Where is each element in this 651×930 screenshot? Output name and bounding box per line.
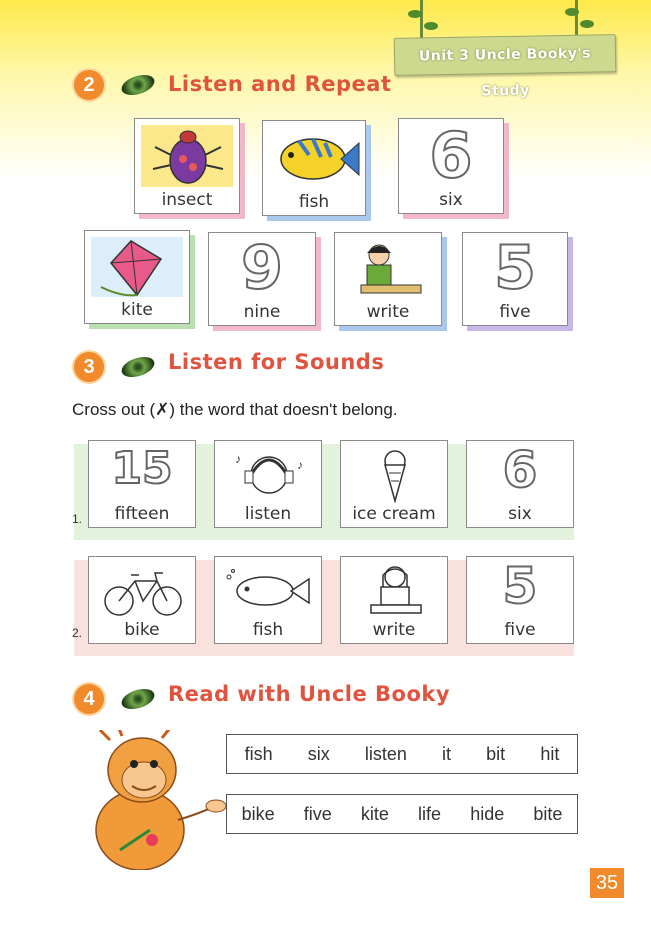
vocab-word: six: [439, 190, 463, 210]
listen-picture: [221, 447, 315, 501]
fish-outline-picture: [221, 563, 315, 617]
vocab-word: write: [366, 302, 410, 322]
vocab-word: fish: [298, 192, 330, 212]
vocab-card: [398, 118, 504, 214]
word: bike: [241, 803, 275, 824]
word: bit: [486, 743, 506, 764]
word: hide: [470, 803, 505, 824]
vocab-card: [134, 118, 240, 214]
svg-text:♪: ♪: [235, 452, 241, 466]
fish-icon: [269, 127, 361, 191]
unit-sign: [394, 34, 617, 100]
row-number: 1.: [72, 512, 83, 526]
word: listen: [364, 743, 407, 764]
exercise-card[interactable]: [214, 556, 322, 644]
write-picture: [341, 239, 435, 299]
page-number: 35: [590, 868, 624, 898]
insect-picture: [141, 125, 233, 187]
fish-picture: [269, 127, 359, 189]
cd-audio-icon[interactable]: [119, 353, 157, 381]
vocab-word: nine: [243, 302, 281, 322]
section-number: 2: [74, 70, 104, 100]
section-title: Listen for Sounds: [168, 350, 385, 374]
exercise-card[interactable]: [466, 440, 574, 528]
digit-five-icon: 5: [494, 233, 536, 303]
leaf-icon: [580, 20, 594, 28]
digit-nine-icon: 9: [241, 233, 283, 303]
bike-picture: [95, 563, 189, 617]
word: fish: [244, 743, 273, 764]
ice-cream-icon: [347, 447, 443, 503]
fish-icon: [221, 563, 317, 619]
section-number: 4: [74, 684, 104, 714]
exercise-word: fifteen: [114, 504, 170, 524]
exercise-word: five: [504, 620, 536, 640]
digit-six-icon: 6: [502, 441, 538, 499]
word: five: [303, 803, 332, 824]
exercise-word: fish: [252, 620, 284, 640]
insect-icon: [141, 125, 235, 189]
row-number: 2.: [72, 626, 83, 640]
kite-picture: [91, 237, 183, 297]
vocab-word: insect: [161, 190, 213, 210]
unit-label: Unit 3 Uncle Booky's Study: [418, 45, 592, 100]
bike-icon: [95, 563, 191, 619]
exercise-word: write: [372, 620, 416, 640]
exercise-word: listen: [244, 504, 292, 524]
exercise-card[interactable]: [340, 440, 448, 528]
word: kite: [360, 803, 389, 824]
exercise-word: six: [508, 504, 532, 524]
svg-text:♪: ♪: [297, 458, 303, 472]
word: hit: [540, 743, 560, 764]
kite-icon: [91, 237, 185, 299]
vocab-card: [84, 230, 190, 324]
word-list-line-2: [226, 794, 578, 834]
digit-six-icon: 6: [429, 119, 473, 192]
cd-audio-icon[interactable]: [119, 685, 157, 713]
section-number: 3: [74, 352, 104, 382]
section-title: Read with Uncle Booky: [168, 682, 451, 706]
vocab-card: [262, 120, 366, 216]
girl-writing-icon: [347, 563, 443, 619]
exercise-card[interactable]: [466, 556, 574, 644]
word-list-line-1: [226, 734, 578, 774]
section-title: Listen and Repeat: [168, 72, 392, 96]
exercise-word: bike: [124, 620, 160, 640]
exercise-card[interactable]: [88, 440, 196, 528]
exercise-card[interactable]: [88, 556, 196, 644]
ice-cream-picture: [347, 447, 441, 501]
word: bite: [533, 803, 563, 824]
leaf-icon: [424, 22, 438, 30]
vocab-card: [462, 232, 568, 326]
exercise-card[interactable]: [214, 440, 322, 528]
digit-fifteen-icon: 15: [111, 443, 173, 494]
word: six: [307, 743, 330, 764]
exercise-word: ice cream: [352, 504, 436, 524]
monkey-headphones-icon: [221, 447, 317, 503]
uncle-booky-icon: [70, 730, 230, 870]
leaf-icon: [408, 10, 422, 18]
write-outline-picture: [347, 563, 441, 617]
vocab-card: [334, 232, 442, 326]
vocab-word: kite: [121, 300, 153, 320]
girl-writing-icon: [341, 239, 437, 301]
word: it: [442, 743, 452, 764]
exercise-card[interactable]: [340, 556, 448, 644]
sign-rope-left: [420, 0, 423, 40]
digit-five-icon: 5: [502, 557, 538, 615]
instruction-text: Cross out (✗) the word that doesn't belong.: [72, 400, 398, 419]
word: life: [418, 803, 442, 824]
vocab-word: five: [499, 302, 531, 322]
vocab-card: [208, 232, 316, 326]
leaf-icon: [565, 8, 579, 16]
